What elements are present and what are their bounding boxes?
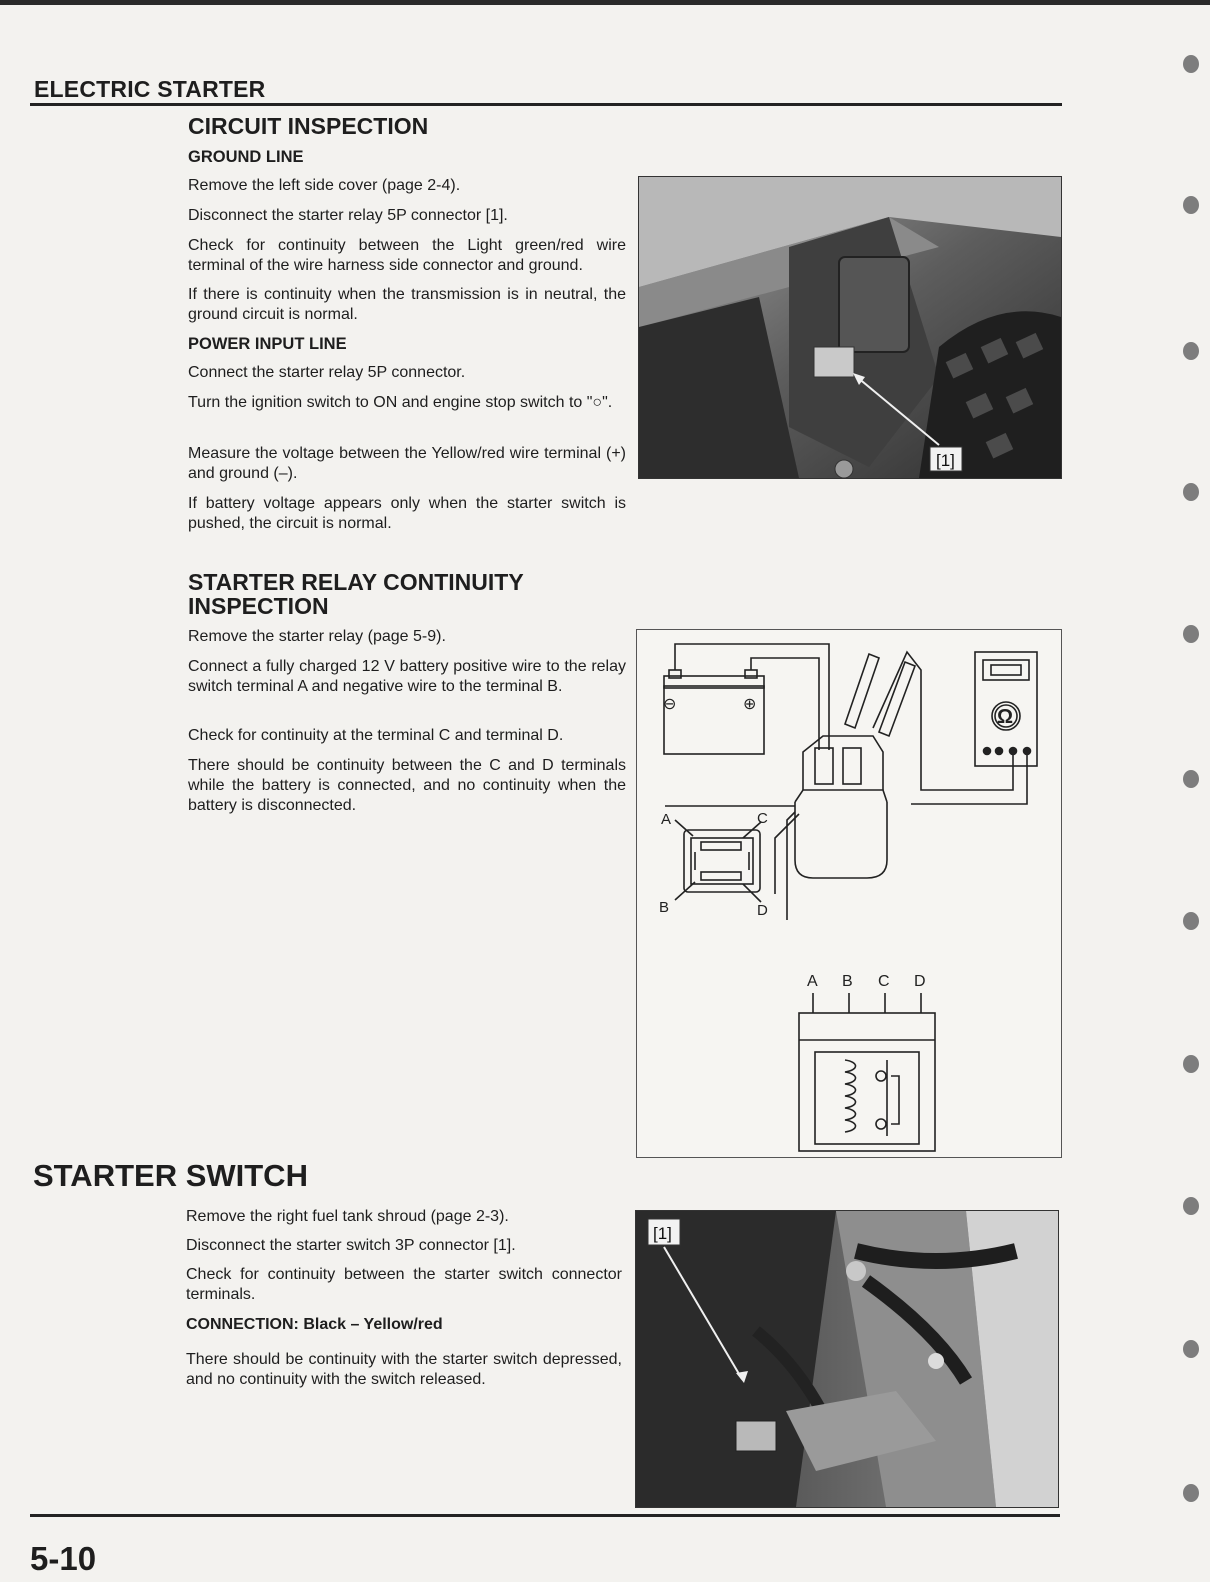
photo-render — [639, 177, 1061, 478]
callout-label: [1] — [936, 451, 955, 470]
section-title: ELECTRIC STARTER — [34, 76, 266, 102]
binder-hole-icon — [1183, 196, 1199, 214]
binder-hole-icon — [1183, 342, 1199, 360]
paragraph: Check for continuity between the Light green/red wire terminal of the wire harness side connector and ground. — [188, 237, 626, 274]
binder-hole-icon — [1183, 483, 1199, 501]
binder-hole-icon — [1183, 55, 1199, 73]
terminal-label: A — [807, 973, 818, 990]
paragraph: Remove the starter relay (page 5-9). — [188, 628, 446, 645]
paragraph: If battery voltage appears only when the starter switch is pushed, the circuit is normal. — [188, 495, 626, 532]
binder-hole-icon — [1183, 1197, 1199, 1215]
paragraph: Measure the voltage between the Yellow/red wire terminal (+) and ground (–). — [188, 445, 626, 482]
photo-render — [636, 1211, 1058, 1507]
power-input-line-heading: POWER INPUT LINE — [188, 335, 347, 353]
paragraph: Turn the ignition switch to ON and engine stop switch to "○". — [188, 394, 613, 411]
terminal-label: D — [914, 973, 926, 990]
paragraph: Remove the right fuel tank shroud (page 2-3). — [186, 1208, 509, 1225]
binder-hole-icon — [1183, 912, 1199, 930]
paragraph: Check for continuity at the terminal C and terminal D. — [188, 727, 564, 744]
ohm-icon: Ω — [997, 706, 1014, 728]
paragraph: Connect the starter relay 5P connector. — [188, 364, 466, 381]
connection-label: CONNECTION: Black – Yellow/red — [186, 1316, 443, 1333]
scan-edge — [0, 0, 1210, 5]
terminal-label: D — [757, 902, 768, 919]
terminal-label: B — [659, 899, 670, 916]
binder-hole-icon — [1183, 1340, 1199, 1358]
relay-inspection-title-line1: STARTER RELAY CONTINUITY — [188, 569, 524, 595]
paragraph: There should be continuity with the starter switch depressed, and no continuity with the switch released. — [186, 1351, 622, 1388]
binder-hole-icon — [1183, 625, 1199, 643]
paragraph: There should be continuity between the C and D terminals while the battery is connected, and no continuity when the battery is disconnected. — [188, 757, 626, 814]
relay-test-diagram — [636, 629, 1062, 1158]
binder-hole-icon — [1183, 1055, 1199, 1073]
paragraph: Remove the left side cover (page 2-4). — [188, 177, 461, 194]
paragraph: Disconnect the starter switch 3P connector [1]. — [186, 1237, 516, 1254]
circuit-inspection-title: CIRCUIT INSPECTION — [188, 113, 429, 139]
battery-plus-icon: ⊕ — [743, 696, 757, 713]
binder-hole-icon — [1183, 1484, 1199, 1502]
paragraph: Disconnect the starter relay 5P connector [1]. — [188, 207, 508, 224]
relay-schematic — [799, 1013, 935, 1151]
callout-label: [1] — [653, 1224, 672, 1243]
ground-line-heading: GROUND LINE — [188, 148, 304, 166]
battery-minus-icon: ⊖ — [663, 696, 677, 713]
page-number: 5-10 — [30, 1540, 97, 1577]
starter-switch-title: STARTER SWITCH — [33, 1158, 308, 1193]
paragraph: Check for continuity between the starter switch connector terminals. — [186, 1266, 622, 1303]
terminal-label: C — [757, 810, 768, 827]
footer-rule — [30, 1514, 1060, 1517]
starter-relay-location-photo — [638, 176, 1062, 479]
header-rule — [30, 103, 1062, 106]
terminal-label: B — [842, 973, 853, 990]
terminal-label: C — [878, 973, 890, 990]
starter-switch-connector-photo — [635, 1210, 1059, 1508]
relay-inspection-title-line2: INSPECTION — [188, 593, 329, 619]
diagram-render — [637, 630, 1061, 1157]
terminal-label: A — [661, 811, 672, 828]
paragraph: If there is continuity when the transmission is in neutral, the ground circuit is normal. — [188, 286, 626, 323]
paragraph: Connect a fully charged 12 V battery positive wire to the relay switch terminal A and negative wire to the terminal B. — [188, 658, 626, 695]
binder-hole-icon — [1183, 770, 1199, 788]
